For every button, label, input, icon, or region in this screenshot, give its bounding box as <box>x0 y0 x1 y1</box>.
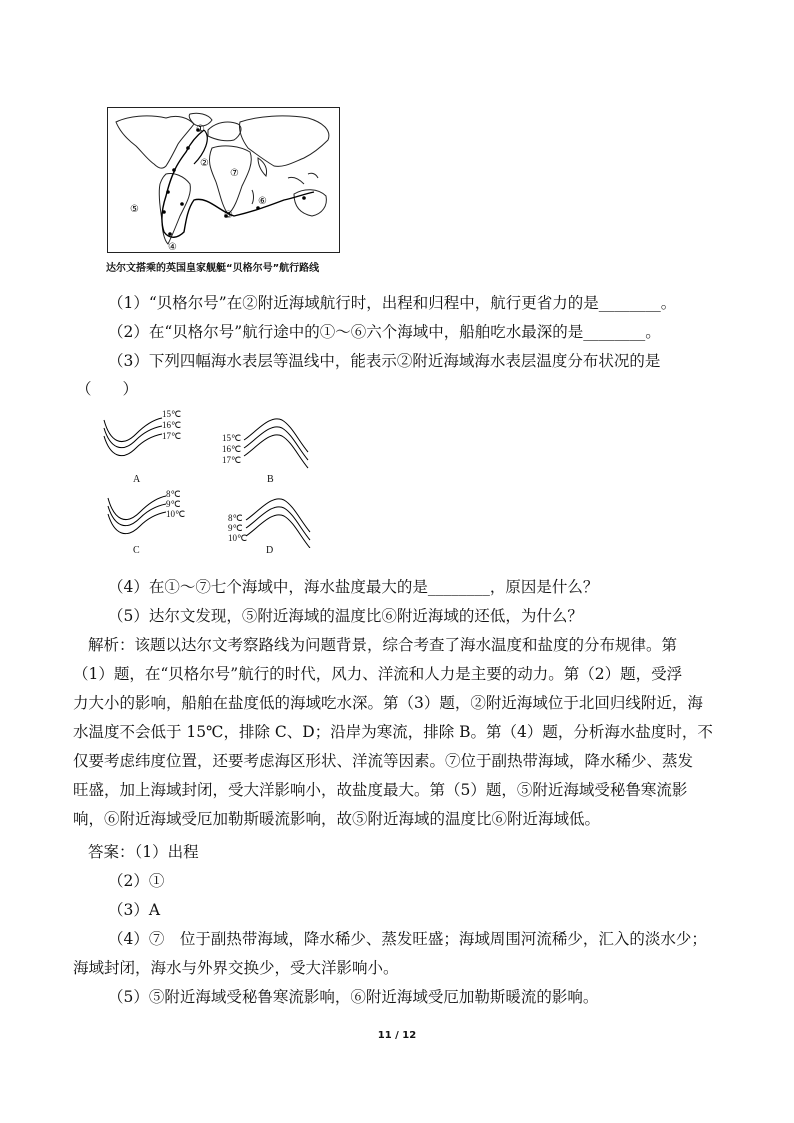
analysis-line-4: 水温度不会低于 15℃，排除 C、D；沿岸为寒流，排除 B。第（4）题，分析海水盐度时，不 <box>73 723 713 741</box>
marker-7: ⑦ <box>230 168 239 179</box>
question-4: （4）在①～⑦七个海域中，海水盐度最大的是________，原因是什么？ <box>108 578 599 596</box>
isotherm-a-letter: A <box>133 474 141 485</box>
marker-6: ⑥ <box>258 196 267 207</box>
isotherm-d-label-1: 8℃ <box>228 513 243 523</box>
isotherm-b-label-2: 16℃ <box>222 444 242 454</box>
question-3: （3）下列四幅海水表层等温线中，能表示②附近海域海水表层温度分布状况的是 <box>108 352 661 370</box>
marker-4: ④ <box>168 242 177 252</box>
world-map-drawing <box>108 108 339 252</box>
map-caption: 达尔文搭乘的英国皇家舰艇“贝格尔号”航行路线 <box>106 263 320 274</box>
marker-5: ⑤ <box>130 204 139 215</box>
isotherm-a <box>100 408 182 485</box>
isotherm-d-letter: D <box>266 545 274 556</box>
analysis-line-3: 力大小的影响，船舶在盐度低的海域吃水深。第（3）题，②附近海域位于北回归线附近，海 <box>73 694 703 712</box>
question-1: （1）“贝格尔号”在②附近海域航行时，出程和归程中，航行更省力的是________。 <box>108 294 677 312</box>
isotherm-c-label-1: 8℃ <box>166 489 181 499</box>
marker-1: ① <box>196 124 205 135</box>
analysis-line-2: （1）题，在“贝格尔号”航行的时代，风力、洋流和人力是主要的动力。第（2）题，受浮 <box>73 665 683 683</box>
marker-3: ③ <box>224 210 233 221</box>
isotherm-d-label-3: 10℃ <box>228 533 248 543</box>
page-number: 11 / 12 <box>377 1030 417 1041</box>
analysis-line-7: 响，⑥附近海域受厄加勒斯暖流影响，故⑤附近海域的温度比⑥附近海域低。 <box>73 810 601 828</box>
question-5: （5）达尔文发现，⑤附近海域的温度比⑥附近海域的还低，为什么？ <box>108 607 583 625</box>
marker-2: ② <box>200 158 209 169</box>
isotherm-c <box>104 488 186 556</box>
isotherm-a-label-2: 16℃ <box>162 420 182 430</box>
question-3-answer-paren: （ ） <box>76 380 139 398</box>
isotherm-c-letter: C <box>133 545 140 556</box>
isotherm-c-label-3: 10℃ <box>166 509 186 519</box>
question-2: （2）在“贝格尔号”航行途中的①～⑥六个海域中，船舶吃水最深的是________。 <box>108 323 661 341</box>
isotherm-b-letter: B <box>267 474 274 485</box>
answer-1: 答案：（1）出程 <box>88 843 199 861</box>
answer-2: （2）① <box>108 872 165 890</box>
answer-3: （3）A <box>108 901 161 919</box>
isotherm-a-label-3: 17℃ <box>162 431 182 441</box>
isotherm-a-label-1: 15℃ <box>162 409 182 419</box>
isotherm-d-label-2: 9℃ <box>228 523 243 533</box>
isotherm-b-label-3: 17℃ <box>222 455 242 465</box>
isotherm-b-label-1: 15℃ <box>222 433 242 443</box>
answer-4-line-2: 海域封闭，海水与外界交换少，受大洋影响小。 <box>73 959 399 977</box>
answer-4-line-1: （4）⑦ 位于副热带海域，降水稀少、蒸发旺盛；海域周围河流稀少，汇入的淡水少； <box>108 930 707 948</box>
voyage-map <box>107 107 340 253</box>
analysis-line-1: 解析：该题以达尔文考察路线为问题背景，综合考查了海水温度和盐度的分布规律。第 <box>88 636 678 654</box>
isotherm-c-label-2: 9℃ <box>166 499 181 509</box>
analysis-line-5: 仅要考虑纬度位置，还要考虑海区形状、洋流等因素。⑦位于副热带海域，降水稀少、蒸发 <box>73 752 694 770</box>
answer-5: （5）⑤附近海域受秘鲁寒流影响，⑥附近海域受厄加勒斯暖流的影响。 <box>108 988 599 1006</box>
analysis-line-6: 旺盛，加上海域封闭，受大洋影响小，故盐度最大。第（5）题，⑤附近海域受秘鲁寒流影 <box>73 781 688 799</box>
